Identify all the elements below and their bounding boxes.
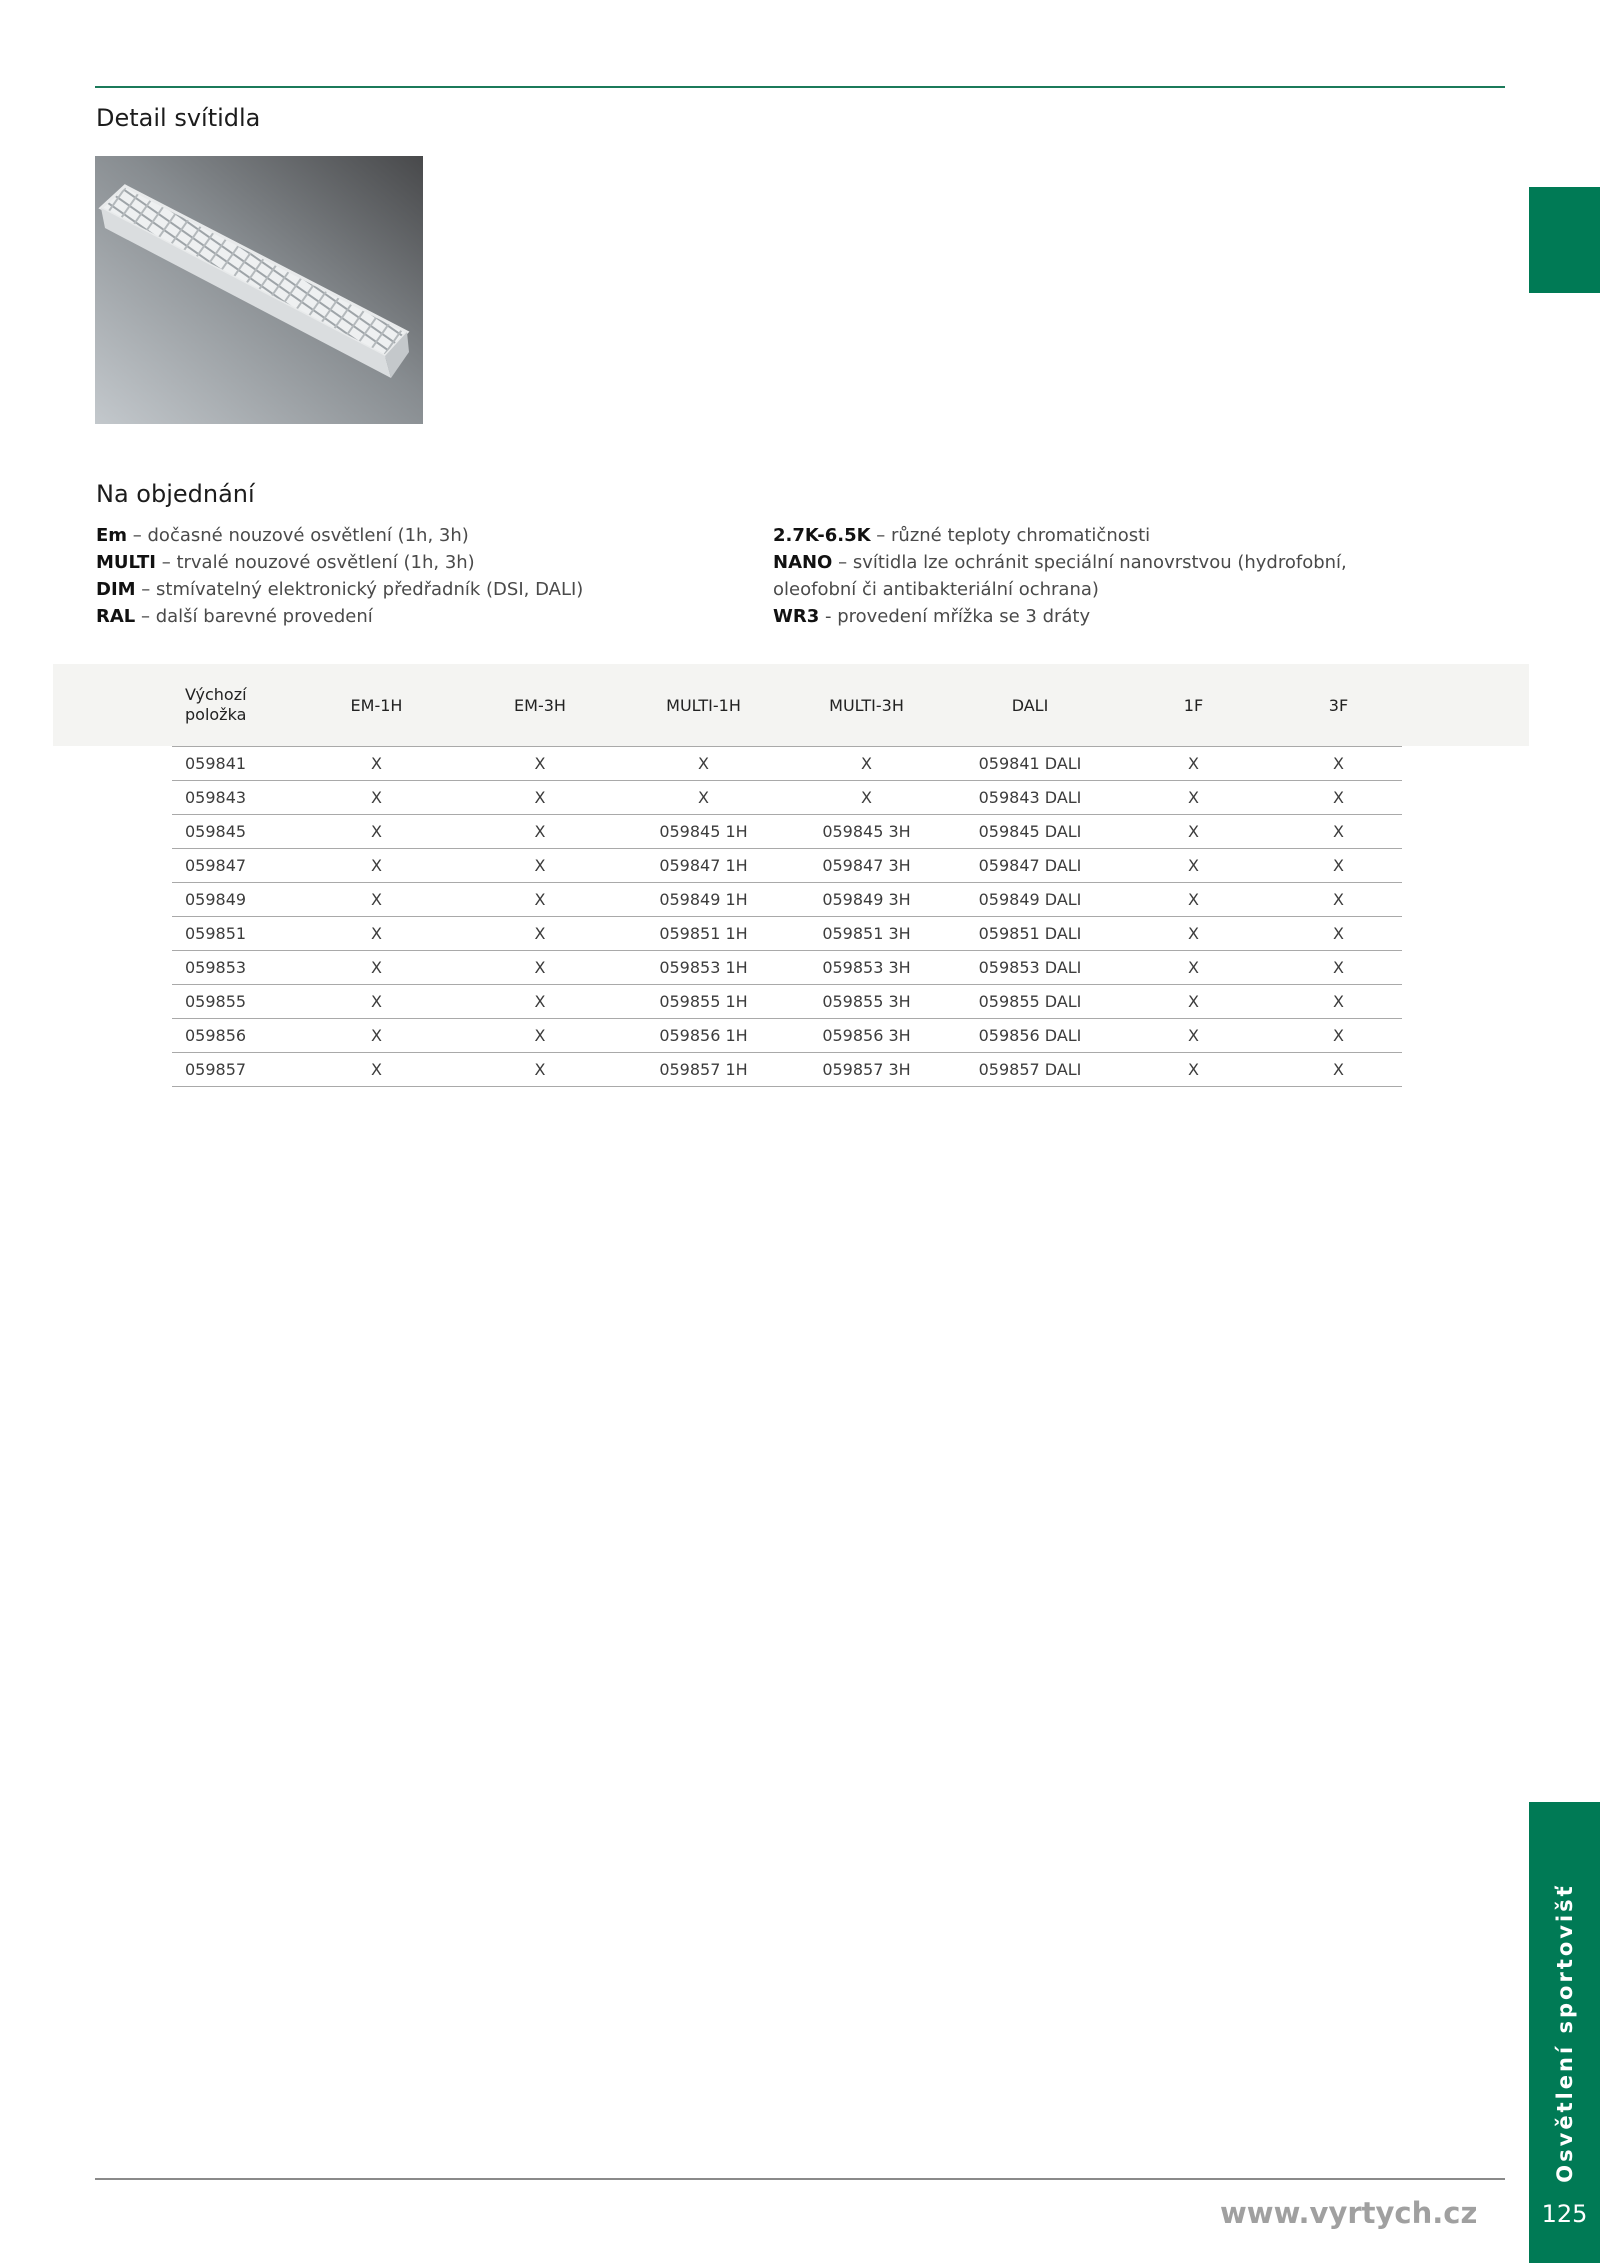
table-cell: X <box>458 849 622 883</box>
table-cell: X <box>1275 815 1402 849</box>
table-cell: 059856 3H <box>785 1019 948 1053</box>
table-cell: X <box>1112 1019 1275 1053</box>
luminaire-photo <box>95 156 423 424</box>
table-cell: X <box>458 1019 622 1053</box>
top-rule <box>95 86 1505 88</box>
table-cell: 059845 DALI <box>948 815 1112 849</box>
order-title: Na objednání <box>96 480 255 508</box>
table-cell: X <box>295 917 458 951</box>
table-cell: X <box>1112 917 1275 951</box>
table-cell: X <box>458 1053 622 1087</box>
item-code-cell: 059855 <box>172 985 295 1019</box>
table-cell: 059849 1H <box>622 883 785 917</box>
table-cell: X <box>622 781 785 815</box>
item-code-cell: 059856 <box>172 1019 295 1053</box>
table-cell: X <box>622 747 785 781</box>
bottom-rule <box>95 2178 1505 2180</box>
table-row <box>172 917 1402 951</box>
table-cell: 059847 DALI <box>948 849 1112 883</box>
table-cell: X <box>458 883 622 917</box>
table-cell: X <box>785 781 948 815</box>
item-code-cell: 059847 <box>172 849 295 883</box>
page-number: 125 <box>1541 2200 1588 2228</box>
col-header-em-3h: EM-3H <box>514 695 566 715</box>
table-cell: X <box>1112 951 1275 985</box>
item-code-cell: 059853 <box>172 951 295 985</box>
table-cell: X <box>295 849 458 883</box>
table-cell: X <box>458 747 622 781</box>
table-cell: X <box>295 781 458 815</box>
option-ral: RAL – další barevné provedení <box>96 606 373 627</box>
options-list-right <box>773 522 1403 630</box>
table-cell: X <box>295 1053 458 1087</box>
option-cct: 2.7K-6.5K – různé teploty chromatičnosti <box>773 525 1151 546</box>
table-row <box>172 883 1402 917</box>
table-cell: X <box>785 747 948 781</box>
item-code-cell: 059849 <box>172 883 295 917</box>
table-cell: 059849 DALI <box>948 883 1112 917</box>
table-cell: X <box>1275 917 1402 951</box>
website-link[interactable]: www.vyrtych.cz <box>1220 2196 1478 2230</box>
table-cell: 059855 DALI <box>948 985 1112 1019</box>
table-cell: 059853 DALI <box>948 951 1112 985</box>
table-cell: 059847 1H <box>622 849 785 883</box>
table-cell: 059845 3H <box>785 815 948 849</box>
table-cell: 059853 3H <box>785 951 948 985</box>
table-row <box>172 747 1402 781</box>
table-body <box>172 747 1402 1087</box>
chapter-tab <box>1529 187 1600 293</box>
variants-table <box>172 664 1402 1087</box>
table-cell: X <box>458 815 622 849</box>
table-row <box>172 985 1402 1019</box>
table-cell: X <box>1112 747 1275 781</box>
table-cell: X <box>1275 781 1402 815</box>
col-header-multi-3h: MULTI-3H <box>829 695 904 715</box>
table-row <box>172 1053 1402 1087</box>
table-cell: X <box>295 747 458 781</box>
table-cell: X <box>1112 815 1275 849</box>
table-cell: X <box>458 985 622 1019</box>
table-row <box>172 1019 1402 1053</box>
table-cell: X <box>1112 781 1275 815</box>
table-cell: X <box>458 951 622 985</box>
col-header-3f: 3F <box>1328 695 1349 715</box>
table-header-row <box>172 664 1402 747</box>
chapter-tab-label <box>1529 1802 1600 2263</box>
option-wr3: WR3 - provedení mřížka se 3 dráty <box>773 606 1091 627</box>
table-cell: X <box>1112 849 1275 883</box>
col-header-em-1h: EM-1H <box>350 695 403 715</box>
table-cell: 059849 3H <box>785 883 948 917</box>
table-cell: X <box>458 917 622 951</box>
item-code-cell: 059851 <box>172 917 295 951</box>
item-code-cell: 059857 <box>172 1053 295 1087</box>
table-cell: 059857 3H <box>785 1053 948 1087</box>
table-cell: X <box>1275 1019 1402 1053</box>
option-em: Em – dočasné nouzové osvětlení (1h, 3h) <box>96 525 469 546</box>
table-cell: X <box>295 883 458 917</box>
table-cell: 059841 DALI <box>948 747 1112 781</box>
table-cell: 059856 1H <box>622 1019 785 1053</box>
option-nano-continued: oleofobní či antibakteriální ochrana) <box>773 579 1099 600</box>
table-cell: X <box>1275 951 1402 985</box>
table-cell: X <box>1112 1053 1275 1087</box>
table-cell: X <box>1275 747 1402 781</box>
table-cell: 059857 1H <box>622 1053 785 1087</box>
table-row <box>172 815 1402 849</box>
table-cell: 059851 1H <box>622 917 785 951</box>
table-cell: X <box>1275 1053 1402 1087</box>
table-cell: 059843 DALI <box>948 781 1112 815</box>
table-cell: X <box>1275 985 1402 1019</box>
table-cell: X <box>295 1019 458 1053</box>
table-cell: 059851 DALI <box>948 917 1112 951</box>
col-header-dali: DALI <box>1011 695 1049 715</box>
table-cell: X <box>295 951 458 985</box>
table-cell: X <box>1275 849 1402 883</box>
table-row <box>172 849 1402 883</box>
table-cell: 059855 1H <box>622 985 785 1019</box>
item-code-cell: 059845 <box>172 815 295 849</box>
col-header-base-item: Výchozí položka <box>185 685 247 724</box>
option-multi: MULTI – trvalé nouzové osvětlení (1h, 3h) <box>96 552 475 573</box>
table-cell: X <box>1112 985 1275 1019</box>
options-list-left <box>96 522 716 630</box>
option-nano: NANO – svítidla lze ochránit speciální nanovrstvou (hydrofobní, <box>773 552 1347 573</box>
table-cell: X <box>295 985 458 1019</box>
table-cell: 059845 1H <box>622 815 785 849</box>
table-cell: 059856 DALI <box>948 1019 1112 1053</box>
option-dim: DIM – stmívatelný elektronický předřadník (DSI, DALI) <box>96 579 584 600</box>
chapter-name: Osvětlení sportovišť <box>1552 1882 1577 2183</box>
table-cell: 059855 3H <box>785 985 948 1019</box>
table-cell: X <box>295 815 458 849</box>
col-header-multi-1h: MULTI-1H <box>666 695 741 715</box>
table-cell: 059847 3H <box>785 849 948 883</box>
table-cell: 059851 3H <box>785 917 948 951</box>
col-header-1f: 1F <box>1183 695 1204 715</box>
table-cell: 059857 DALI <box>948 1053 1112 1087</box>
table-row <box>172 781 1402 815</box>
item-code-cell: 059841 <box>172 747 295 781</box>
item-code-cell: 059843 <box>172 781 295 815</box>
table-cell: X <box>458 781 622 815</box>
table-row <box>172 951 1402 985</box>
table-cell: 059853 1H <box>622 951 785 985</box>
table-cell: X <box>1112 883 1275 917</box>
detail-title: Detail svítidla <box>96 104 261 132</box>
table-cell: X <box>1275 883 1402 917</box>
